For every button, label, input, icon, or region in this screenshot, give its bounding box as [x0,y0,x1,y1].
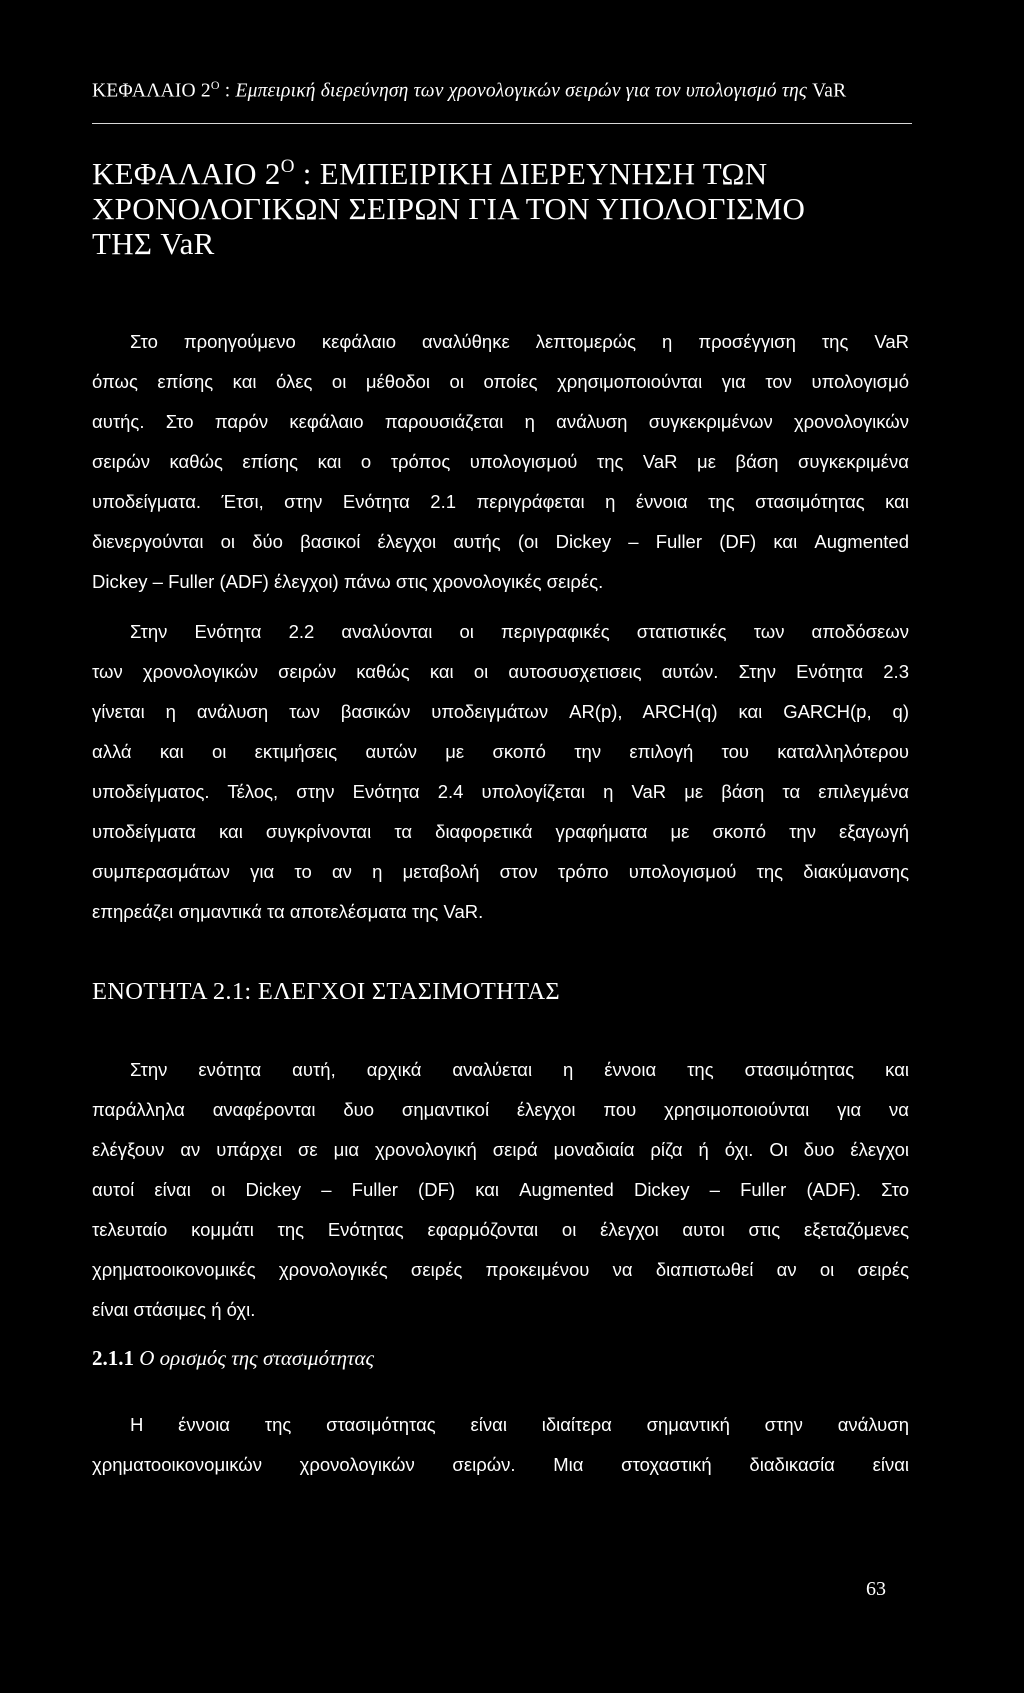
subsection-line: Η έννοια της στασιμότητας είναι ιδιαίτερα σημαντική στην ανάλυση [130,1414,909,1435]
second-line: αλλά και οι εκτιμήσεις αυτών με σκοπό την επιλογή του καταλληλότερου [92,741,909,762]
chapter-title-line-3: ΤΗΣ VaR [92,226,215,261]
intro-line: αυτής. Στο παρόν κεφάλαιο παρουσιάζεται η ανάλυση συγκεκριμένων χρονολογικών [92,411,909,432]
intro-paragraph [92,322,909,602]
section-line: τελευταίο κομμάτι της Ενότητας εφαρμόζονται οι έλεγχοι αυτοι στις εξεταζόμενες [92,1219,909,1240]
section-paragraph [92,1050,909,1330]
section-line: παράλληλα αναφέρονται δυο σημαντικοί έλεγχοι που χρησιμοποιούνται για να [92,1099,909,1120]
second-line: Στην Ενότητα 2.2 αναλύονται οι περιγραφικές στατιστικές των αποδόσεων [130,621,909,642]
page-number: 63 [866,1578,886,1600]
subsection-number: 2.1.1 [92,1346,140,1370]
second-line: υποδείγματα και συγκρίνονται τα διαφορετικά γραφήματα με σκοπό την εξαγωγή [92,821,909,842]
intro-line: όπως επίσης και όλες οι μέθοδοι οι οποίες χρησιμοποιούνται για τον υπολογισμό [92,371,909,392]
second-line: επηρεάζει σημαντικά τα αποτελέσματα της VaR. [92,901,484,922]
chapter-title-line-2: ΧΡΟΝΟΛΟΓΙΚΩΝ ΣΕΙΡΩΝ ΓΙΑ ΤΟΝ ΥΠΟΛΟΓΙΣΜΟ [92,191,806,226]
intro-line: διενεργούνται οι δύο βασικοί έλεγχοι αυτής (οι Dickey – Fuller (DF) και Augmented [92,531,909,552]
second-line: γίνεται η ανάλυση των βασικών υποδειγμάτων AR(p), ARCH(q) και GARCH(p, q) [92,701,909,722]
chapter-title-part1: ΚΕΦΑΛΑΙΟ 2 [92,156,281,191]
intro-line: Dickey – Fuller (ADF) έλεγχοι) πάνω στις χρονολογικές σειρές. [92,571,604,592]
section-line: είναι στάσιμες ή όχι. [92,1299,256,1320]
running-header-prefix: ΚΕΦΑΛΑΙΟ 2 [92,80,211,102]
running-header-var: VaR [812,80,847,102]
running-header-separator: : [219,80,236,102]
chapter-title-superscript: Ο [280,156,295,177]
chapter-title-part2: : ΕΜΠΕΙΡΙΚΗ ΔΙΕΡΕΥΝΗΣΗ ΤΩΝ [294,156,768,191]
intro-line: σειρών καθώς επίσης και ο τρόπος υπολογισμού της VaR με βάση συγκεκριμένα [92,451,909,472]
subsection-text: Ο ορισμός της στασιμότητας [139,1346,375,1370]
chapter-title-line-1 [92,156,922,191]
header-rule [92,123,912,124]
intro-line: Στο προηγούμενο κεφάλαιο αναλύθηκε λεπτομερώς η προσέγγιση της VaR [130,331,909,352]
section-line: ελέγξουν αν υπάρχει σε μια χρονολογική σειρά μοναδιαία ρίζα ή όχι. Οι δυο έλεγχοι [92,1139,909,1160]
section-line: Στην ενότητα αυτή, αρχικά αναλύεται η έννοια της στασιμότητας και [130,1059,909,1080]
chapter-title [92,156,922,261]
intro-line: υποδείγματα. Έτσι, στην Ενότητα 2.1 περιγράφεται η έννοια της στασιμότητας και [92,491,909,512]
running-header-title: Εμπειρική διερεύνηση των χρονολογικών σειρών για τον υπολογισμό της [235,80,813,102]
running-header-superscript: Ο [210,78,220,92]
section-line: χρηματοοικονομικές χρονολογικές σειρές προκειμένου να διαπιστωθεί αν οι σειρές [92,1259,909,1280]
second-line: των χρονολογικών σειρών καθώς και οι αυτοσυσχετισεις αυτών. Στην Ενότητα 2.3 [92,661,909,682]
section-line: αυτοί είναι οι Dickey – Fuller (DF) και Augmented Dickey – Fuller (ADF). Στο [92,1179,909,1200]
subsection-paragraph [92,1405,909,1485]
running-header [92,78,912,103]
subsection-title [92,1346,374,1371]
second-line: συμπερασμάτων για το αν η μεταβολή στον τρόπο υπολογισμού της διακύμανσης [92,861,909,882]
second-line: υποδείγματος. Τέλος, στην Ενότητα 2.4 υπολογίζεται η VaR με βάση τα επιλεγμένα [92,781,909,802]
subsection-line: χρηματοοικονομικών χρονολογικών σειρών. Μια στοχαστική διαδικασία είναι [92,1454,909,1475]
second-paragraph [92,612,909,932]
section-title: ΕΝΟΤΗΤΑ 2.1: ΕΛΕΓΧΟΙ ΣΤΑΣΙΜΟΤΗΤΑΣ [92,978,560,1005]
